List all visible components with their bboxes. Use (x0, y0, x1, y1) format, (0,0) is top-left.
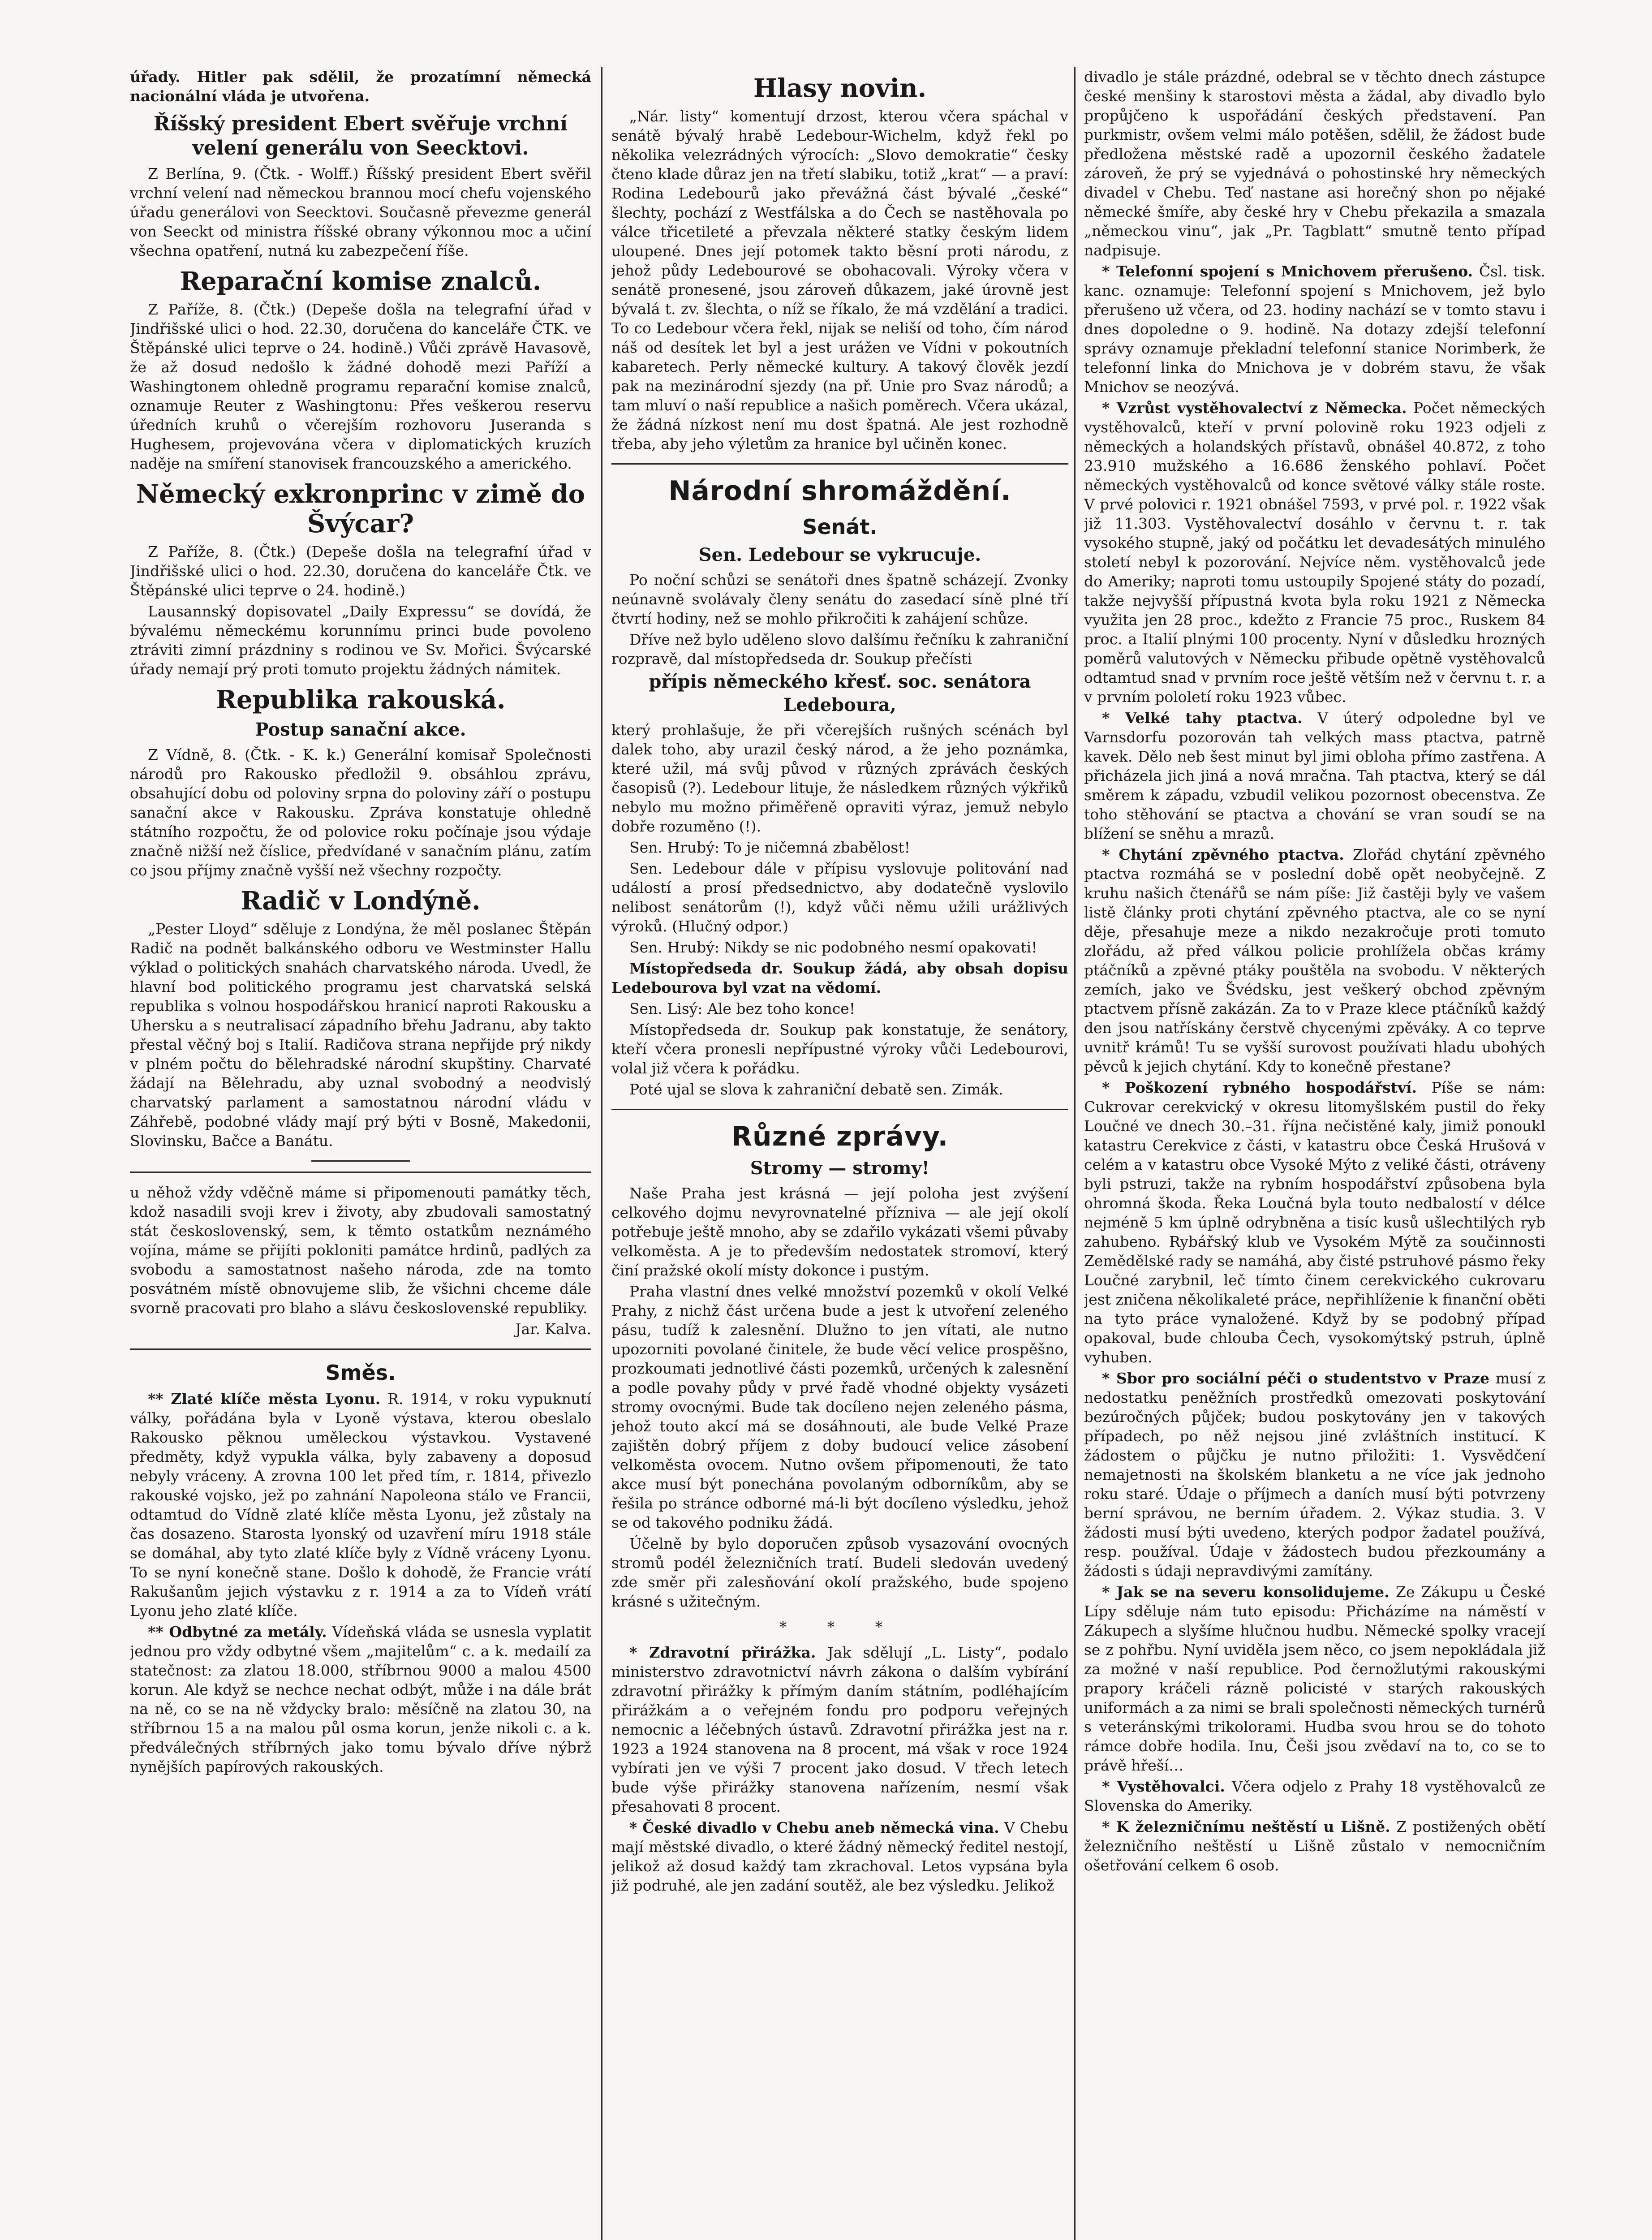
paragraph: Účelně by bylo doporučen způsob vysazování ovocných stromů podél železničních tratí. Budeli sledován uvedený zde směr při zalesňování okolí pražského, bude spojeno krásné s užitečným. (611, 1535, 1068, 1610)
news-item-title: * Vzrůst vystěhovalectví z Německa. (1102, 399, 1407, 417)
news-item-text: Jak sdělují „L. Listy“, podalo ministerstvo zdravotnictví návrh zákona o dalším vybírání zdravotní přirážky k přímým daním státním, podléhajícím přirážkám a o veřejném fondu pro podporu veřejných nemocnic a léčebných ústavů. Zdravotní přirážka jest na r. 1923 a 1924 stanovena na 8 procent, má však v roce 1924 vybírati jen ve výši 7 procent jako dosud. V třech letech bude výše přirážky stanovena nařízením, nesmí však přesahovati 8 procent. (611, 1644, 1068, 1815)
article-body-pamatka: u něhož vždy vděčně máme si připomenouti památky těch, kdož nasadili svoji krev i životy, aby zbudovali samostatný stát československý, sem, k těmto ostatkům neznámého vojína, máme se přijíti pokloniti památce hrdinů, padlých za svobodu a samostatnost našeho národa, zde na tomto posvátném místě obnovujeme slib, že všichni chceme dále svorně pracovati pro blaho a slávu československé republiky. (130, 1184, 591, 1317)
section-heading-smes: Směs. (325, 1361, 396, 1385)
paragraph: Místopředseda dr. Soukup žádá, aby obsah dopisu Ledebourova byl vzat na vědomí. (611, 960, 1068, 996)
paragraph: Poté ujal se slova k zahraniční debatě sen. Zimák. (629, 1081, 1003, 1098)
news-item-title: * Telefonní spojení s Mnichovem přerušeno. (1102, 263, 1473, 280)
article-body-reparacni: Z Paříže, 8. (Čtk.) (Depeše došla na telegrafní úřad v Jindřišské ulici o hod. 22.30, doručena do kanceláře ČTK. ve Štěpánské ulici teprve o 24. hodině.) Vůči zprávě Havasově, že až dosud nedošlo k žádné dohodě mezi Paříží a Washingtonem ohledně programu reparační komise znalců, oznamuje Reuter z Washingtonu: Přes veškerou reservu úředních kruhů o včerejším rozhovoru Juseranda s Hughesem, projevována včera v diplomatických kruzích naděje na smíření stanovisek francouzského a amerického. (130, 301, 591, 472)
paragraph: Místopředseda dr. Soukup pak konstatuje, že senátory, kteří včera pronesli nepřípustné výroky vůči Ledebourovi, volal již včera k pořádku. (611, 1021, 1068, 1077)
column-rule (601, 67, 602, 2240)
article-subheading-rakouska: Postup sanační akce. (255, 719, 466, 740)
news-item-text: R. 1914, v roku vypuknutí války, pořádána byla v Lyoně výstava, kterou obeslalo Rakousko pěknou uměleckou výstavkou. Vystavené předměty, když vypukla válka, byly zabaveny a doposud nebyly vráceny. A zrovna 100 let před tím, r. 1814, přivezlo rakouské vojsko, jež po zahnání Napoleona stálo ve Francii, odtamtud do Vídně zlaté klíče města Lyonu, jež zůstaly na čas dosazeno. Starosta lyonský od uzavření míru 1918 stále se domáhal, aby tyto zlaté klíče byly z Vídně vráceny Lyonu. To se nyní konečně stane. Došlo k dohodě, že Francie vrátí Rakušanům jejich výstavku z r. 1914 a za to Vídeň vrátí Lyonu jeho zlaté klíče. (130, 1390, 591, 1620)
paragraph: Praha vlastní dnes velké množství pozemků v okolí Velké Prahy, z nichž část určena bude a jest k utvoření zeleného pásu, tudíž k zalesnění. Dlužno to jen vítati, ale nutno upozorniti povolané činitele, že bude věcí velice prospěšno, prozkoumati jednotlivé části pozemků, určených k zalesnění a podle povahy půdy v prvé řadě vhodné objekty vysázeti stromy ovocnými. Bude tak docíleno nejen zeleného pásma, jehož touto akcí má se dosáhnouti, ale bude Velké Praze zajištěn dobrý příjem z doby budoucí velice zásobení velkoměsta ovocem. Nutno ovšem připomenouti, že tato akce musí být ponechána povolaným odborníkům, aby se řešila po stránce odborné má-li být docíleno výsledku, jehož se od takového podniku žádá. (611, 1283, 1068, 1531)
paragraph: Naše Praha jest krásná — její poloha jest zvýšení celkového dojmu nevyrovnatelné přízniva — ale její okolí potřebuje ještě mnoho, aby se zdařilo vykázati všemi půvaby velkoměsta. A je to především nedostatek stromoví, který činí pražské okolí místy dokonce i pustým. (611, 1185, 1068, 1279)
news-item-ptactvo (1084, 708, 1545, 843)
article-body-rakouska: Z Vídně, 8. (Čtk. - K. k.) Generální komisař Společnosti národů pro Rakousko předložil 9. obsáhlou zprávu, obsahující dobu od poloviny srpna do poloviny září o postupu sanační akce v Rakousku. Zpráva konstatuje ohledně státního rozpočtu, že od polovice roku počínaje jsou výdaje značně nižší než číslice, předvídané v sanačním plánu, zatím co jsou příjmy značně vyšší než všechny rozpočty. (130, 746, 591, 879)
article-subheading-stromy: Stromy — stromy! (750, 1158, 930, 1179)
news-item-text: Vídeňská vláda se usnesla vyplatit jednou pro vždy odbytné všem „majitelům“ c. a k. medailí za statečnost: za zlatou 18.000, stříbrnou 9000 a malou 4500 korun. Ale když se nechce nechat odbýt, může i na dále brát na ně, co se na ně vždycky bralo: měsíčně na zlatou 30, na stříbrnou 15 a na malou půl osma korun, jenže nikoli c. a k. předválečných stříbrných jako tomu bývalo dříve nýbrž nynějších papírových rakouských. (130, 1623, 591, 1775)
article-heading-rakouska: Republika rakouská. (215, 685, 506, 715)
news-item-title: * Jak se na severu konsolidujeme. (1102, 1583, 1390, 1601)
news-item-lisen (1084, 1817, 1545, 1875)
article-subheading-ledebour: Sen. Ledebour se vykrucuje. (698, 544, 981, 565)
news-item-text: Ze Zákupu u České Lípy sděluje nám tuto episodu: Přicházíme na náměstí v Zákupech a slyšíme hlučnou hudbu. Německé spolky vracejí se z pohřbu. Nyní uviděla jsem něco, co jsem nepokládala již za možné v naší republice. Pod černožlutými rakouskými prapory kráčeli rázně policisté v starých rakouských uniformách a za nimi se brali společnosti německých turnérů s veteránskými trikolorami. Hudba svou hrou se do tohoto rámce dobře hodila. Inu, Češi jsou zvědaví na to, co se to právě hřeší… (1084, 1583, 1545, 1774)
section-heading-ruzne: Různé zprávy. (731, 1121, 949, 1152)
news-item-title: * České divadlo v Chebu aneb německá vina. (629, 1819, 999, 1836)
news-item-title: * Poškození rybného hospodářství. (1102, 1079, 1417, 1096)
news-item-text: Píše se nám: Cukrovar cerekvický v okresu litomyšlském pustil do řeky Loučné ve dnech 30.–31. října nečistěné kaly, jimiž ponoukl katastru Cerekvice z části, v katastru obce Česká Hrušová v celém a v katastru obce Vysoké Mýto z veliké části, otráveny byli pstruzi, takže na rybním hospodářství způsobena byla ohromná škoda. Řeka Loučná byla touto nedbalostí v délce nejméně 5 km úplně odrybněna a tisíc kusů ušlechtilých ryb zahubeno. Rybářský klub ve Vysokém Mýtě za součinnosti Zemědělské rady se namáhá, aby čisté pstruhové pásmo řeky Loučné zarybnil, leč tímto činem cerekvického cukrovaru jest zničena několikaleté práce, nepřihlíženie k finanční oběti na tyto práce vynaložené. Když by se podobný případ opakoval, bude chlouba Čech, vysokomýtský pstruh, úplně vyhuben. (1084, 1079, 1545, 1366)
section-rule (611, 463, 1068, 465)
news-item-text: Čsl. tisk. kanc. oznamuje: Telefonní spojení s Mnichovem, jež bylo přerušeno už včera, od 23. hodiny nachází se v tomto stavu i dnes dopoledne o 9. hodině. Na dotazy zdejší telefonní správy oznamuje překladní telefonní stanice Norimberk, že telefonní linka do Mnichova je v dobrém stavu, že však Mnichov se neozývá. (1084, 263, 1545, 396)
separator-stars: * * * (779, 1618, 901, 1636)
article-body-exkronprinc-1: Z Paříže, 8. (Čtk.) (Depeše došla na telegrafní úřad v Jindřišské ulici o hod. 22.30, doručena do kanceláře Čtk. ve Štěpánské ulici teprve o 24. hodině.) (130, 543, 591, 599)
news-item-vystehovalectvi (1084, 398, 1545, 706)
article-heading-ebert: Říšský president Ebert svěřuje vrchní velení generálu von Seecktovi. (153, 112, 568, 159)
article-heading-exkronprinc: Německý exkronprinc v zimě do Švýcar? (136, 479, 585, 538)
column-rule (1074, 67, 1076, 2240)
paragraph: Sen. Hrubý: To je ničemná zbabělost! (629, 839, 910, 856)
news-item-text: Počet německých vystěhovalců, kteří v první polovině roku 1923 odjeli z německých a holandských přístavů, obnášel 40.872, z toho 23.910 mužského a 16.686 ženského pohlaví. Počet německých vystěhovalců od konce světové války stále roste. V prvé polovici r. 1921 obnášel 7593, v prvé pol. r. 1922 však již 11.303. Vystěhovalectví dosáhlo v červnu t. r. tak vysokého stupně, jaký od počátku let devadesátých minulého století nebyl k pozorování. Nejvíce něm. vystěhovalců jede do Ameriky; naproti tomu ustoupily Spojené státy do pozadí, takže nejvyšší přípustná kvota byla roku 1921 z Německa využita jen 28 proc., kdežto z Francie 75 proc., Ruskem 84 proc. a Italií plnými 100 procenty. Nyní v důsledku hrozných poměrů valutových v Německu přibude opětně vystěhovalců odtamtud snad v prvním roce ještě větším než v červnu t. r. a v prvním pololetí roku 1923 vůbec. (1084, 399, 1545, 706)
news-item-text: Zlořád chytání zpěvného ptactva rozmáhá se v poslední době opět neobyčejně. Z kruhu našich čtenářů se nám píše: Již častěji byly ve vašem listě články proti chytání zpěvného ptactva, ale co se nyní děje, přesahuje meze a nikdo nezakročuje proti tomuto zlořádu, až před válkou policie prohlížela občas krámy ptáčníků a zpěvné ptáky pouštěla na svobodu. V některých zemích, jako ve Švédsku, jest veškerý obchod zpěvným ptactvem přísně zakázán. Za to v Praze klece ptáčníků každý den jsou natřískány čerstvě chycenými zpěváky. A co teprve uvnitř krámů! Tu se vyšší surovost používati hladu ubohých pěvců k jejich chytání. Kdy to konečně přestane? (1084, 846, 1545, 1075)
news-item-title: * K železničnímu neštěstí u Lišně. (1102, 1818, 1390, 1835)
section-subheading-senat: Senát. (802, 515, 878, 539)
news-item-prirazka (611, 1643, 1068, 1816)
news-item-lyon (130, 1389, 591, 1620)
news-item-title: * Sbor pro sociální péči o studentstvo v Praze (1102, 1370, 1490, 1387)
column-1 (130, 67, 591, 2240)
lead-paragraph: úřady. Hitler pak sdělil, že prozatímní německá nacionální vláda je utvořena. (130, 68, 591, 105)
news-item-text: Včera odjelo z Prahy 18 vystěhovalců ze Slovenska do Ameriky. (1084, 1778, 1545, 1814)
section-rule (611, 1109, 1068, 1110)
paragraph: Po noční schůzi se senátoři dnes špatně scházejí. Zvonky neúnavně svolávaly členy senátu do zasedací síně plné tří čtvrtí hodiny, než se mohlo přikročiti k zahájení schůze. (611, 571, 1068, 627)
news-item-text: Z postižených obětí železničního neštěstí u Lišně zůstalo v nemocničním ošetřování celkem 6 osob. (1084, 1818, 1545, 1874)
article-body-radic: „Pester Lloyd“ sděluje z Londýna, že měl poslanec Štěpán Radič na podnět balkánského odboru ve Westminster Hallu výklad o politických snahách charvatského národa. Uvedl, že hlavní bod politického programu jest charvatská selská republika s volnou hospodářskou hranicí naproti Rakousku a Uhersku a s neutralisací západního břehu Jadranu, aby takto přestal věčný boj s Italií. Radičova strana nepřijde prý nikdy v plném počtu do bělehradské národní skupštiny. Charvaté žádají na Bělehradu, aby uznal svobodný a neodvislý charvatský parlament a samostatnou národní vládu v Záhřebě, podobné vlády mají prý býti v Bosně, Makedonii, Slovinsku, Bačce a Banátu. (130, 920, 591, 1150)
news-item-title: * Zdravotní přirážka. (629, 1644, 816, 1661)
news-item-telefon (1084, 262, 1545, 396)
news-item-chytani (1084, 845, 1545, 1076)
news-item-text: V Chebu mají městské divadlo, o které žádný německý ředitel nestojí, jelikož až dosud každý tam zkrachoval. Letos vypsána byla již podruhé, ale jen zadání soutěž, ale bez výsledku. Jelikož (611, 1819, 1068, 1894)
news-item-title: * Velké tahy ptactva. (1102, 709, 1303, 727)
article-body-ebert: Z Berlína, 9. (Čtk. - Wolff.) Říšský president Ebert svěřil vrchní velení nad německou brannou mocí chefu vojenského úřadu generálovi von Seecktovi. Současně převezme generál von Seeckt od ministra říšské obrany výkonnou moc a učiní všechna opatření, nutná ku zabezpečení říše. (130, 165, 591, 259)
news-item-title: * Vystěhovalci. (1102, 1778, 1225, 1795)
section-rule (130, 1172, 591, 1173)
paragraph: Sen. Lisý: Ale bez toho konce! (629, 1000, 856, 1017)
news-item-sever (1084, 1582, 1545, 1775)
article-heading-hlasy: Hlasy novin. (753, 73, 927, 103)
article-signature: Jar. Kalva. (515, 1320, 591, 1338)
article-heading-radic: Radič v Londýně. (241, 886, 481, 916)
article-body-hlasy: „Nár. listy“ komentují drzost, kterou včera spáchal v senátě bývalý hrabě Ledebour-Wichelm, když řekl po několika velezrádných výrocích: „Slovo demokratie“ česky čteno klade důraz jen na třetí slabiku, totiž „krat“ — a praví: Rodina Ledebourů jako převážná část bývalé „české“ šlechty, pochází z Westfálska a do Čech se nastěhovala po válce třicetileté a převzala některé statky českým lidem uloupené. Dnes její potomek takto běsní proti národu, z jehož půdy Ledebourové se obohacovali. Výroky včera v senátě pronesené, jsou zároveň důkazem, jaké úrovně jest bývalá t. zv. šlechta, o níž se říkalo, že má vzdělání a tradici. To co Ledebour včera řekl, nijak se neliší od toho, čím národ náš od desítek let byl a jest urážen ve Vídni v pokoutních kabaretech. Perly německé kultury. A takový člověk jezdí pak na mezinárodní sjezdy (na př. Unie pro Svaz národů; a tam mluví o naší republice a našich poměrech. Včera ukázal, že žádná nízkost není mu dost špatná. Ale jest rozhodně třeba, aby jeho výletům za hranice byl učiněn konec. (611, 108, 1068, 452)
news-item-title: ** Zlaté klíče města Lyonu. (148, 1390, 381, 1408)
news-item-title: * Chytání zpěvného ptactva. (1102, 846, 1344, 863)
section-rule (130, 1348, 591, 1350)
paragraph: Sen. Hrubý: Nikdy se nic podobného nesmí opakovati! (629, 939, 1037, 956)
news-item-cheb (611, 1818, 1068, 1895)
article-heading-reparacni: Reparační komise znalců. (180, 267, 542, 296)
news-item-text: V úterý odpoledne byl ve Varnsdorfu pozorován tah velkých mass ptactva, patrně kavek. Dělo neb šest minut byl jimi obloha přímo zastřena. A přicházela jich jiná a nová mračna. Tah ptactva, který se dál směrem k západu, vzbudil velikou pozornost obecenstva. Ze toho stěhování se ptactva a chování se vran soudí se na blížení se sněhu a mrazů. (1084, 709, 1545, 842)
news-item-studentstvo (1084, 1369, 1545, 1581)
section-divider (311, 1160, 410, 1162)
news-item-rybne (1084, 1078, 1545, 1367)
column-2 (611, 67, 1068, 2240)
article-body-exkronprinc-2: Lausannský dopisovatel „Daily Expressu“ se dovídá, že bývalému německému korunnímu princi bude povoleno ztráviti zimní prázdniny s rodinou ve Sv. Mořici. Švýcarské úřady nemají prý proti tomuto projektu žádných námitek. (130, 603, 591, 678)
news-item-vystehovalci (1084, 1777, 1545, 1815)
news-item-metaly (130, 1622, 591, 1776)
news-item-title: ** Odbytné za metály. (148, 1623, 327, 1641)
paragraph: Dříve než bylo uděleno slovo dalšímu řečníku k zahraniční rozpravě, dal místopředseda dr. Soukup přečísti (611, 631, 1068, 668)
column-3 (1084, 67, 1545, 2240)
paragraph: který prohlašuje, že při včerejších rušných scénách byl dalek toho, aby urazil český národ, a že jeho poznámka, které užil, má svůj původ v různých zprávách českých časopisů (?). Ledebour lituje, že následkem různých výkřiků nebylo mu možno přiměřeně opraviti výraz, jemuž nebylo dobře rozuměno (!). (611, 721, 1068, 835)
news-item-text: musí z nedostatku peněžních prostředků omezovati poskytování bezúročných půjček; budou poskytovány jen v takových případech, po něž nejsou jiné zvláštních institucí. K žádostem o půjčku je nutno přiložiti: 1. Vysvědčení nemajetnosti na školském blanketu a ne více jak jednoho roku staré. Údaje o příjmech a daních musí býti potvrzeny berní správou, ne berním úřadem. 2. Výkaz studia. 3. V žádosti musí býti uvedeno, kterých podpor žadatel používá, resp. používal. Údaje v žádostech budou přezkoumány a žádosti s údaji nepravdivými zamítány. (1084, 1370, 1545, 1580)
paragraph: divadlo je stále prázdné, odebral se v těchto dnech zástupce české menšiny k starostovi města a žádal, aby divadlo bylo propůjčeno k uspořádání českých představení. Pan purkmistr, ovšem velmi málo potěšen, sdělil, že žádost bude předložena městské radě a upozornil českého žadatele zároveň, že prý se vyjednává o pohostinské hry německých divadel v Chebu. Teď nastane asi horečný shon po nějaké německé šmíře, aby české hry v Chebu překazila a smazala „německou vinu“, jak „Pr. Tagblatt“ smutně tento případ nadpisuje. (1084, 68, 1545, 259)
section-heading-narodni: Národní shromáždění. (668, 475, 1011, 507)
paragraph: Sen. Ledebour dále v přípisu vyslovuje politování nad událostí a prosí předsednictvo, aby dodatečně vyslovilo nelibost senátorům (!), když vůči němu užili urážlivých výroků. (Hlučný odpor.) (611, 860, 1068, 935)
article-subheading-pripis: přípis německého křesť. soc. senátora Ledeboura, (649, 671, 1031, 715)
